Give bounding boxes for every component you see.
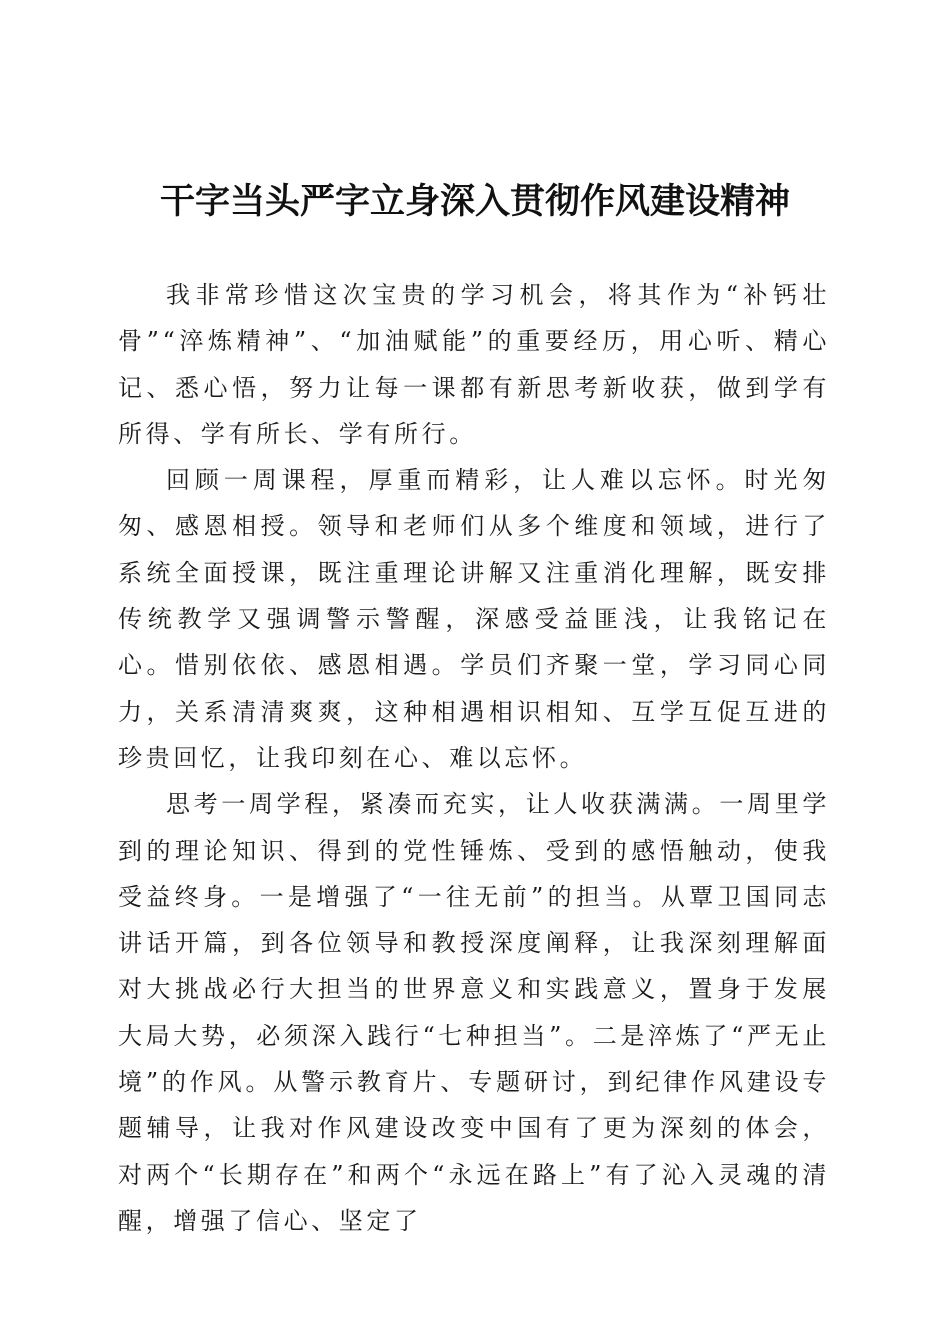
document-body [118,272,830,1244]
document-title: 干字当头严字立身深入贯彻作风建设精神 [159,181,790,222]
paragraph-3: 思考一周学程，紧凑而充实，让人收获满满。一周里学到的理论知识、得到的党性锤炼、受到的感悟触动，使我受益终身。一是增强了“一往无前”的担当。从覃卫国同志讲话开篇，到各位领导和教授深度阐释，让我深刻理解面对大挑战必行大担当的世界意义和实践意义，置身于发展大局大势，必须深入践行“七种担当”。二是淬炼了“严无止境”的作风。从警示教育片、专题研讨，到纪律作风建设专题辅导，让我对作风建设改变中国有了更为深刻的体会，对两个“长期存在”和两个“永远在路上”有了沁入灵魂的清醒，增强了信心、坚定了 [118,790,830,1235]
paragraph-2: 回顾一周课程，厚重而精彩，让人难以忘怀。时光匆匆、感恩相授。领导和老师们从多个维度和领域，进行了系统全面授课，既注重理论讲解又注重消化理解，既安排传统教学又强调警示警醒，深感受益匪浅，让我铭记在心。惜别依依、感恩相遇。学员们齐聚一堂，学习同心同力，关系清清爽爽，这种相遇相识相知、互学互促互进的珍贵回忆，让我印刻在心、难以忘怀。 [118,466,830,772]
paragraph-1: 我非常珍惜这次宝贵的学习机会，将其作为“补钙壮骨”“淬炼精神”、“加油赋能”的重要经历，用心听、精心记、悉心悟，努力让每一课都有新思考新收获，做到学有所得、学有所长、学有所行。 [118,281,830,448]
